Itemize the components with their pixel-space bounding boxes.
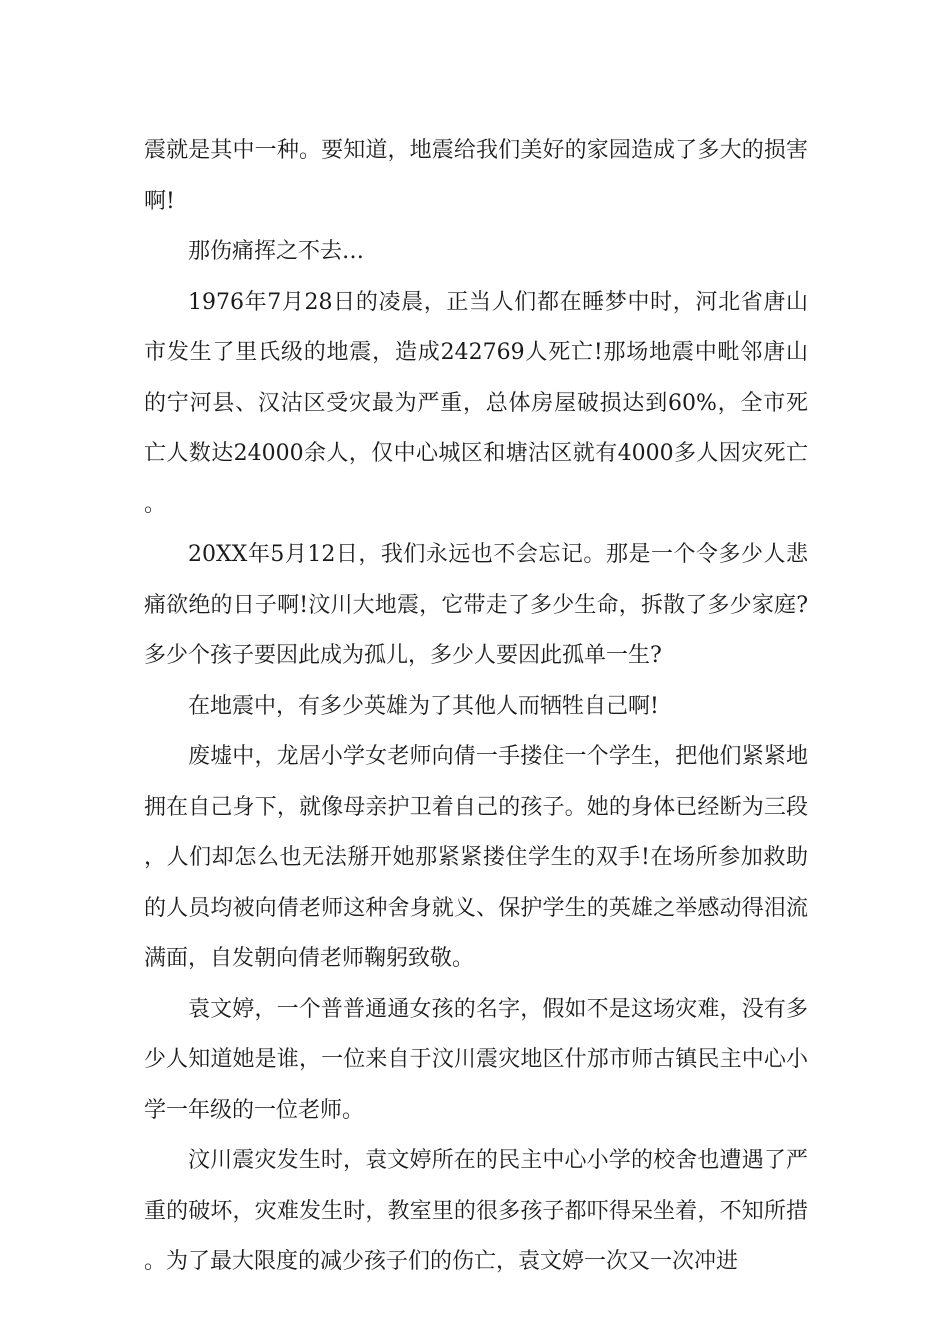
paragraph-yuan-wenting-intro: 袁文婷，一个普普通通女孩的名字，假如不是这场灾难，没有多少人知道她是谁，一位来自于汶川震灾地区什邡市师古镇民主中心小学一年级的一位老师。: [144, 996, 808, 1123]
paragraph-tangshan-earthquake: 1976年7月28日的凌晨，正当人们都在睡梦中时，河北省唐山市发生了里氏级的地震，造成242769人死亡!那场地震中毗邻唐山的宁河县、汉沽区受灾最为严重，总体房屋破损达到60%，全市死亡人数达24000余人，仅中心城区和塘沽区就有4000多人因灾死亡。: [144, 289, 808, 517]
paragraph-wenchuan-earthquake: 20XX年5月12日，我们永远也不会忘记。那是一个令多少人悲痛欲绝的日子啊!汶川大地震，它带走了多少生命，拆散了多少家庭?多少个孩子要因此成为孤儿，多少人要因此孤单一生?: [144, 542, 808, 668]
paragraph-heroes: 在地震中，有多少英雄为了其他人而牺牲自己啊!: [188, 693, 659, 719]
paragraph-continuation: 震就是其中一种。要知道，地震给我们美好的家园造成了多大的损害啊!: [144, 138, 808, 214]
paragraph-heading-line: 那伤痛挥之不去…: [188, 239, 365, 264]
paragraph-xiang-qian: 废墟中，龙居小学女老师向倩一手搂住一个学生，把他们紧紧地拥在自己身下，就像母亲护卫着自己的孩子。她的身体已经断为三段，人们却怎么也无法掰开她那紧紧搂住学生的双手!在场所参加救助的人员均被向倩老师这种舍身就义、保护学生的英雄之举感动得泪流满面，自发朝向倩老师鞠躬致敬。: [144, 744, 808, 971]
document-body: [144, 126, 808, 1288]
paragraph-yuan-wenting-story: 汶川震灾发生时，袁文婷所在的民主中心小学的校舍也遭遇了严重的破坏，灾难发生时，教室里的很多孩子都吓得呆坐着，不知所措。为了最大限度的减少孩子们的伤亡，袁文婷一次又一次冲进: [144, 1148, 808, 1274]
